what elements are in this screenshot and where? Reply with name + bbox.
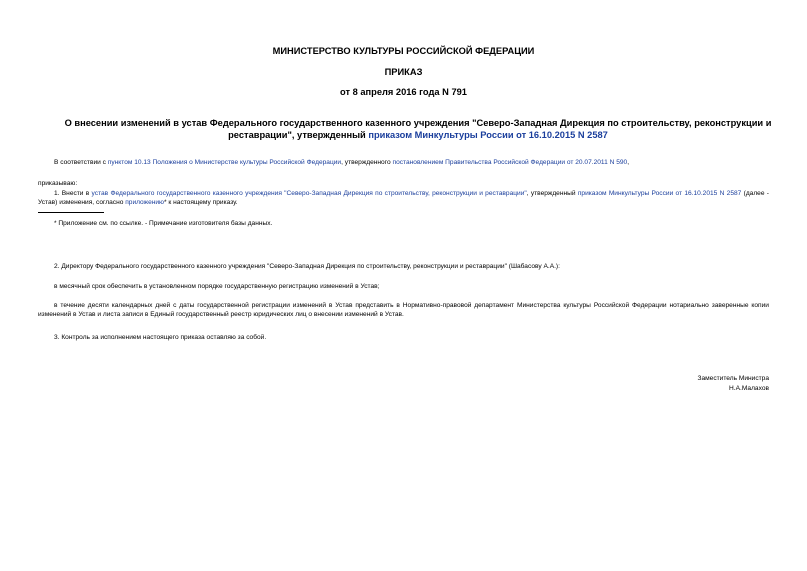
item-1-text-4: * к настоящему приказу. [164, 199, 238, 206]
title-order-link[interactable]: приказом Минкультуры России от 16.10.2015 N 2587 [368, 130, 608, 140]
date-number-heading: от 8 апреля 2016 года N 791 [340, 87, 467, 97]
item-1-text-3: (далее - Устав) изменения, согласно [38, 190, 769, 206]
item-1-text-1: 1. Внести в [54, 190, 92, 197]
preamble-paragraph [38, 158, 769, 167]
preamble-text-2: , утвержденного [341, 159, 393, 166]
item-1-paragraph [38, 189, 769, 207]
preamble-text-3: , [627, 159, 630, 166]
footnote: * Приложение см. по ссылке. - Примечание изготовителя базы данных. [54, 220, 273, 227]
title-text: О внесении изменений в устав Федерального государственного казенного учреждения "Северо-Западная Дирекция по строительству, реконструкции и реставрации", утвержденный [64, 118, 772, 140]
signatory-position: Заместитель Министра [697, 375, 769, 382]
doc-type-heading: ПРИКАЗ [384, 67, 423, 77]
document-title [48, 117, 788, 141]
government-resolution-link[interactable]: постановлением Правительства Российской Федерации от 20.07.2011 N 590 [392, 159, 628, 166]
appendix-link[interactable]: приложению [125, 199, 165, 206]
footnote-divider [38, 212, 104, 213]
regulation-clause-link[interactable]: пунктом 10.13 Положения о Министерстве культуры Российской Федерации [107, 159, 342, 166]
preamble-text-1: В соответствии с [54, 159, 108, 166]
item-2-paragraph: 2. Директору Федерального государственного казенного учреждения "Северо-Западная Дирекция по строительству, реконструкции и реставрации" (Шабасову А.А.): [54, 263, 560, 270]
ministry-heading: МИНИСТЕРСТВО КУЛЬТУРЫ РОССИЙСКОЙ ФЕДЕРАЦИИ [272, 46, 535, 56]
signatory-name: Н.А.Малахов [729, 385, 769, 392]
item-2a-paragraph: в месячный срок обеспечить в установленном порядке государственную регистрацию изменений в Устав; [54, 283, 380, 290]
item-3-paragraph: 3. Контроль за исполнением настоящего приказа оставляю за собой. [54, 334, 267, 341]
item-2b-paragraph: в течение десяти календарных дней с даты государственной регистрации изменений в Устав представить в Нормативно-правовой департамент Министерства культуры Российской Федерации нотариально заверенные копии изменений в Устав и листа записи в Единый государственный реестр юридических лиц о внесении изменений в Устав. [38, 302, 769, 318]
order-2587-link[interactable]: приказом Минкультуры России от 16.10.2015 N 2587 [577, 190, 742, 197]
charter-link[interactable]: устав Федерального государственного казенного учреждения "Северо-Западная Дирекция по строительству, реконструкции и реставрации" [91, 190, 527, 197]
order-word: приказываю: [38, 180, 78, 187]
signature-block [697, 374, 769, 394]
item-1-text-2: , утвержденный [526, 190, 578, 197]
